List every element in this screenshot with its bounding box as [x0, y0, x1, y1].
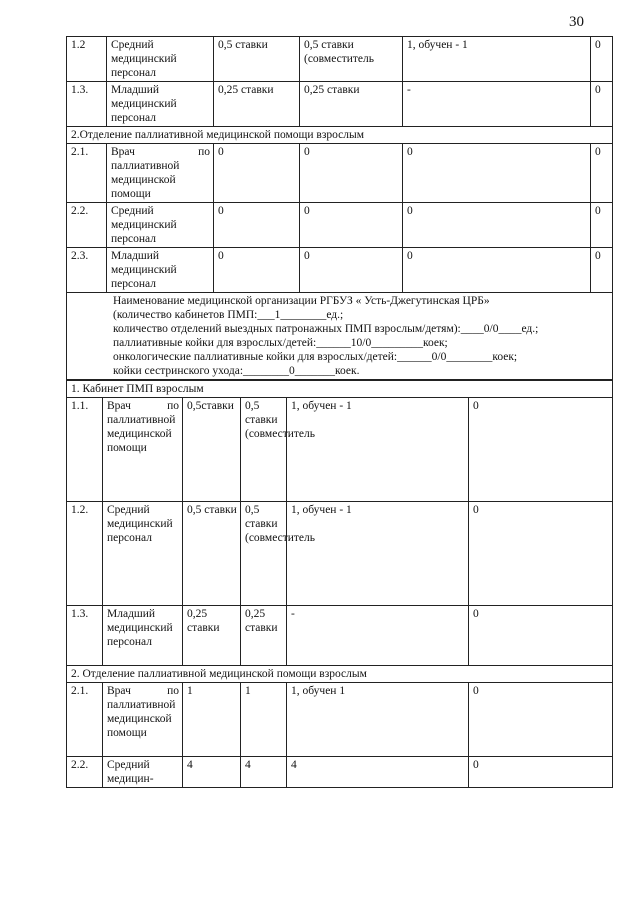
cell-value: 0 [591, 248, 613, 293]
section-row [67, 381, 613, 398]
row-number: 1.3. [67, 82, 107, 127]
section-row [67, 666, 613, 683]
cell-value: - [403, 82, 591, 127]
section-heading: 2.Отделение паллиативной медицинской помощи взрослым [67, 127, 613, 144]
position-title: Врач по паллиативной медицинской помощи [103, 398, 183, 502]
row-number: 2.3. [67, 248, 107, 293]
section-heading: 1. Кабинет ПМП взрослым [67, 381, 613, 398]
cell-value: 0,25 ставки [300, 82, 403, 127]
cell-value: 1, обучен 1 [287, 683, 469, 757]
position-title: Средний медицинский персонал [103, 502, 183, 606]
row-number: 1.2 [67, 37, 107, 82]
table-row [67, 502, 613, 606]
row-number: 2.1. [67, 144, 107, 203]
page-number: 30 [569, 14, 584, 30]
cell-value: 0 [214, 203, 300, 248]
position-title: Средний медицин- [103, 757, 183, 788]
row-number: 1.2. [67, 502, 103, 606]
cell-value: 0,5 ставки [214, 37, 300, 82]
table-row [67, 203, 613, 248]
info-line: количество отделений выездных патронажных ПМП взрослым/детям):____0/0____ед.; [113, 323, 539, 335]
cell-value: 0,5ставки [183, 398, 241, 502]
table-row [67, 37, 613, 82]
cell-value: 0,5 ставки (совместитель [300, 37, 403, 82]
cell-value: 0 [591, 203, 613, 248]
cell-value: 0,25 ставки [183, 606, 241, 666]
table-row [67, 144, 613, 203]
cell-value: - [287, 606, 469, 666]
cell-value: 1, обучен - 1 [403, 37, 591, 82]
row-number: 1.1. [67, 398, 103, 502]
table-row [67, 683, 613, 757]
cell-value: 0 [469, 502, 613, 606]
row-number: 2.2. [67, 203, 107, 248]
info-line: койки сестринского ухода:________0_______коек. [113, 365, 360, 377]
info-line: Наименование медицинской организации РГБУЗ « Усть-Джегутинская ЦРБ» [113, 295, 490, 307]
position-title: Врач по паллиативной медицинской помощи [107, 144, 214, 203]
cell-value: 4 [287, 757, 469, 788]
cell-value: 0 [403, 248, 591, 293]
cell-value: 1, обучен - 1 [287, 502, 469, 606]
cell-value: 0 [300, 203, 403, 248]
position-title: Младший медицинский персонал [107, 248, 214, 293]
table-row [67, 248, 613, 293]
cell-value: 0 [469, 398, 613, 502]
info-line: онкологические паллиативные койки для взрослых/детей:______0/0________коек; [113, 351, 518, 363]
cell-value: 1 [183, 683, 241, 757]
organization-info [67, 293, 613, 380]
cell-value: 4 [183, 757, 241, 788]
info-row [67, 293, 613, 380]
staffing-table-2 [66, 380, 613, 788]
table-row [67, 757, 613, 788]
cell-value: 0 [214, 248, 300, 293]
table-row [67, 398, 613, 502]
cell-value: 0 [300, 144, 403, 203]
cell-value: 4 [241, 757, 287, 788]
cell-value: 0 [300, 248, 403, 293]
cell-value: 0 [469, 757, 613, 788]
cell-value: 0,5 ставки (совместитель [241, 398, 287, 502]
cell-value: 0 [403, 144, 591, 203]
info-line: (количество кабинетов ПМП:___1________ед.; [113, 309, 344, 321]
cell-value: 0,5 ставки [183, 502, 241, 606]
position-title: Врач по паллиативной медицинской помощи [103, 683, 183, 757]
row-number: 2.2. [67, 757, 103, 788]
cell-value: 0 [214, 144, 300, 203]
info-line: паллиативные койки для взрослых/детей:______10/0_________коек; [113, 337, 448, 349]
position-title: Младший медицинский персонал [107, 82, 214, 127]
section-heading: 2. Отделение паллиативной медицинской помощи взрослым [67, 666, 613, 683]
cell-value: 0 [591, 82, 613, 127]
cell-value: 0 [403, 203, 591, 248]
section-row [67, 127, 613, 144]
table-row [67, 82, 613, 127]
cell-value: 1 [241, 683, 287, 757]
cell-value: 0,25 ставки [241, 606, 287, 666]
cell-value: 0 [591, 37, 613, 82]
position-title: Средний медицинский персонал [107, 203, 214, 248]
staffing-table-1 [66, 36, 613, 380]
row-number: 2.1. [67, 683, 103, 757]
cell-value: 0 [469, 683, 613, 757]
row-number: 1.3. [67, 606, 103, 666]
position-title: Средний медицинский персонал [107, 37, 214, 82]
cell-value: 0 [469, 606, 613, 666]
cell-value: 0 [591, 144, 613, 203]
position-title: Младший медицинский персонал [103, 606, 183, 666]
table-row [67, 606, 613, 666]
cell-value: 0,5 ставки (совместитель [241, 502, 287, 606]
cell-value: 0,25 ставки [214, 82, 300, 127]
cell-value: 1, обучен - 1 [287, 398, 469, 502]
